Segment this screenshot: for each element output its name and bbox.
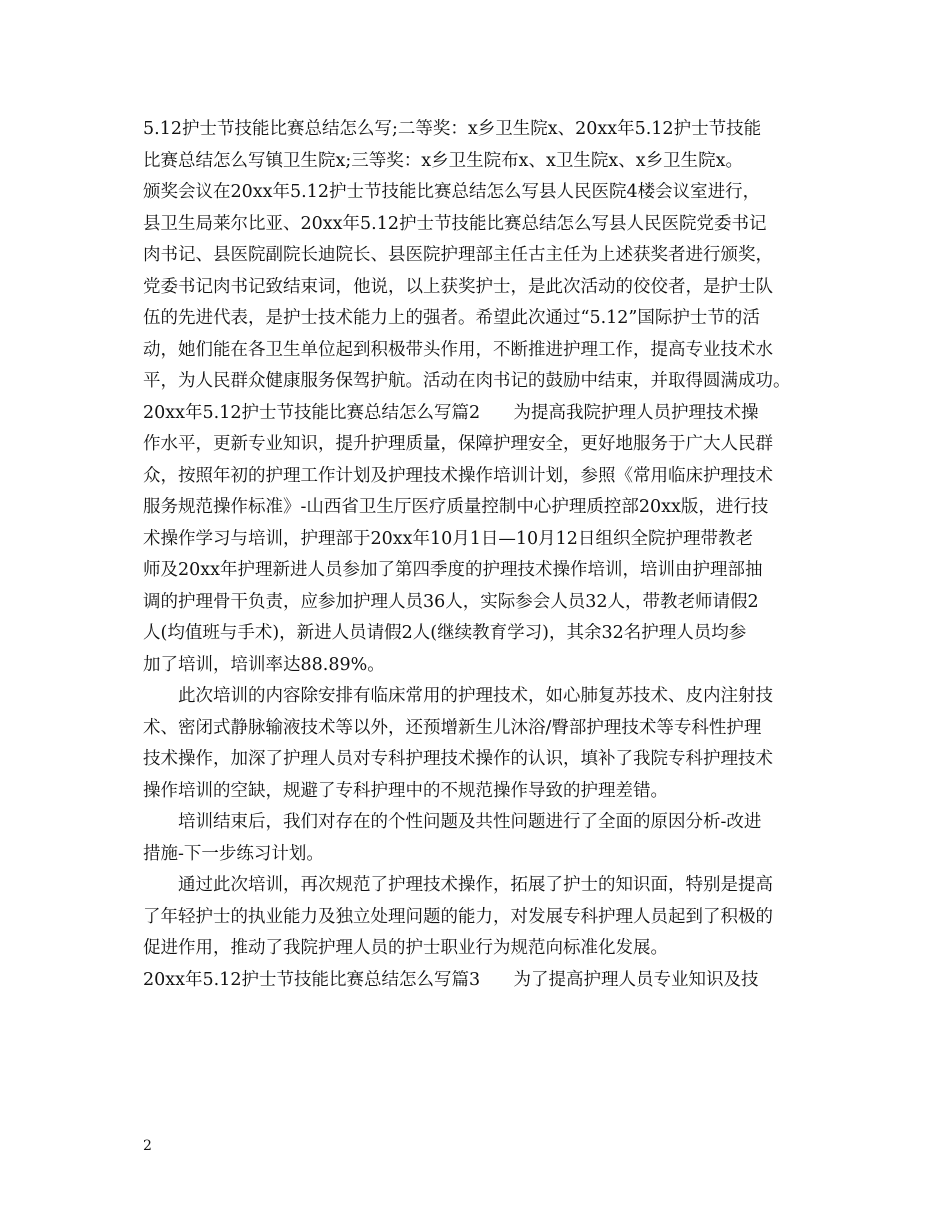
text-line: 术操作学习与培训，护理部于20xx年10月1日—10月12日组织全院护理带教老 — [143, 528, 753, 549]
text-line: 20xx年5.12护士节技能比赛总结怎么写篇2 为提高我院护理人员护理技术操 — [143, 402, 759, 423]
text-line: 师及20xx年护理新进人员参加了第四季度的护理技术操作培训，培训由护理部抽 — [143, 560, 763, 580]
text-line: 服务规范操作标准》-山西省卫生厅医疗质量控制中心护理质控部20xx版，进行技 — [143, 497, 769, 517]
text-line: 促进作用，推动了我院护理人员的护士职业行为规范向标准化发展。 — [143, 938, 668, 958]
text-line: 县卫生局莱尔比亚、20xx年5.12护士节技能比赛总结怎么写县人民医院党委书记 — [143, 213, 767, 234]
text-line: 培训结束后，我们对存在的个性问题及共性问题进行了全面的原因分析-改进 — [178, 812, 762, 832]
text-line: 平，为人民群众健康服务保驾护航。活动在肉书记的鼓励中结束，并取得圆满成功。 — [143, 371, 791, 391]
text-line: 颁奖会议在20xx年5.12护士节技能比赛总结怎么写县人民医院4楼会议室进行， — [143, 182, 761, 202]
text-line: 20xx年5.12护士节技能比赛总结怎么写篇3 为了提高护理人员专业知识及技 — [143, 969, 759, 990]
page-number: 2 — [143, 1138, 152, 1154]
text-line: 操作培训的空缺，规避了专科护理中的不规范操作导致的护理差错。 — [143, 780, 668, 801]
text-line: 此次培训的内容除安排有临床常用的护理技术，如心肺复苏技术、皮内注射技 — [178, 686, 773, 706]
text-line: 比赛总结怎么写镇卫生院x;三等奖：x乡卫生院布x、x卫生院x、x乡卫生院x。 — [143, 150, 743, 171]
text-line: 通过此次培训，再次规范了护理技术操作，拓展了护士的知识面，特别是提高 — [178, 875, 773, 895]
text-line: 动，她们能在各卫生单位起到积极带头作用，不断推进护理工作，提高专业技术水 — [143, 339, 773, 360]
text-line: 术、密闭式静脉输液技术等以外，还预增新生儿沐浴/臀部护理技术等专科性护理 — [143, 717, 762, 738]
body-text — [143, 114, 823, 996]
text-line: 肉书记、县医院副院长迪院长、县医院护理部主任古主任为上述获奖者进行颁奖， — [143, 245, 773, 265]
text-line: 作水平，更新专业知识，提升护理质量，保障护理安全，更好地服务于广大人民群 — [143, 434, 773, 454]
text-line: 5.12护士节技能比赛总结怎么写;二等奖：x乡卫生院x、20xx年5.12护士节技能 — [143, 119, 762, 139]
text-line: 党委书记肉书记致结束词，他说，以上获奖护士，是此次活动的佼佼者，是护士队 — [143, 276, 773, 297]
text-line: 技术操作，加深了护理人员对专科护理技术操作的认识，填补了我院专科护理技术 — [143, 749, 773, 769]
text-line: 伍的先进代表，是护士技术能力上的强者。希望此次通过“5.12”国际护士节的活 — [143, 308, 760, 328]
text-line: 加了培训，培训率达88.89%。 — [143, 654, 385, 675]
text-line: 了年轻护士的执业能力及独立处理问题的能力，对发展专科护理人员起到了积极的 — [143, 906, 773, 927]
text-line: 人(均值班与手术)，新进人员请假2人(继续教育学习)，其余32名护理人员均参 — [143, 623, 747, 643]
text-line: 众，按照年初的护理工作计划及护理技术操作培训计划，参照《常用临床护理技术 — [143, 465, 773, 486]
text-line: 调的护理骨干负责，应参加护理人员36人，实际参会人员32人，带教老师请假2 — [143, 591, 759, 612]
text-line: 措施-下一步练习计划。 — [143, 843, 324, 864]
